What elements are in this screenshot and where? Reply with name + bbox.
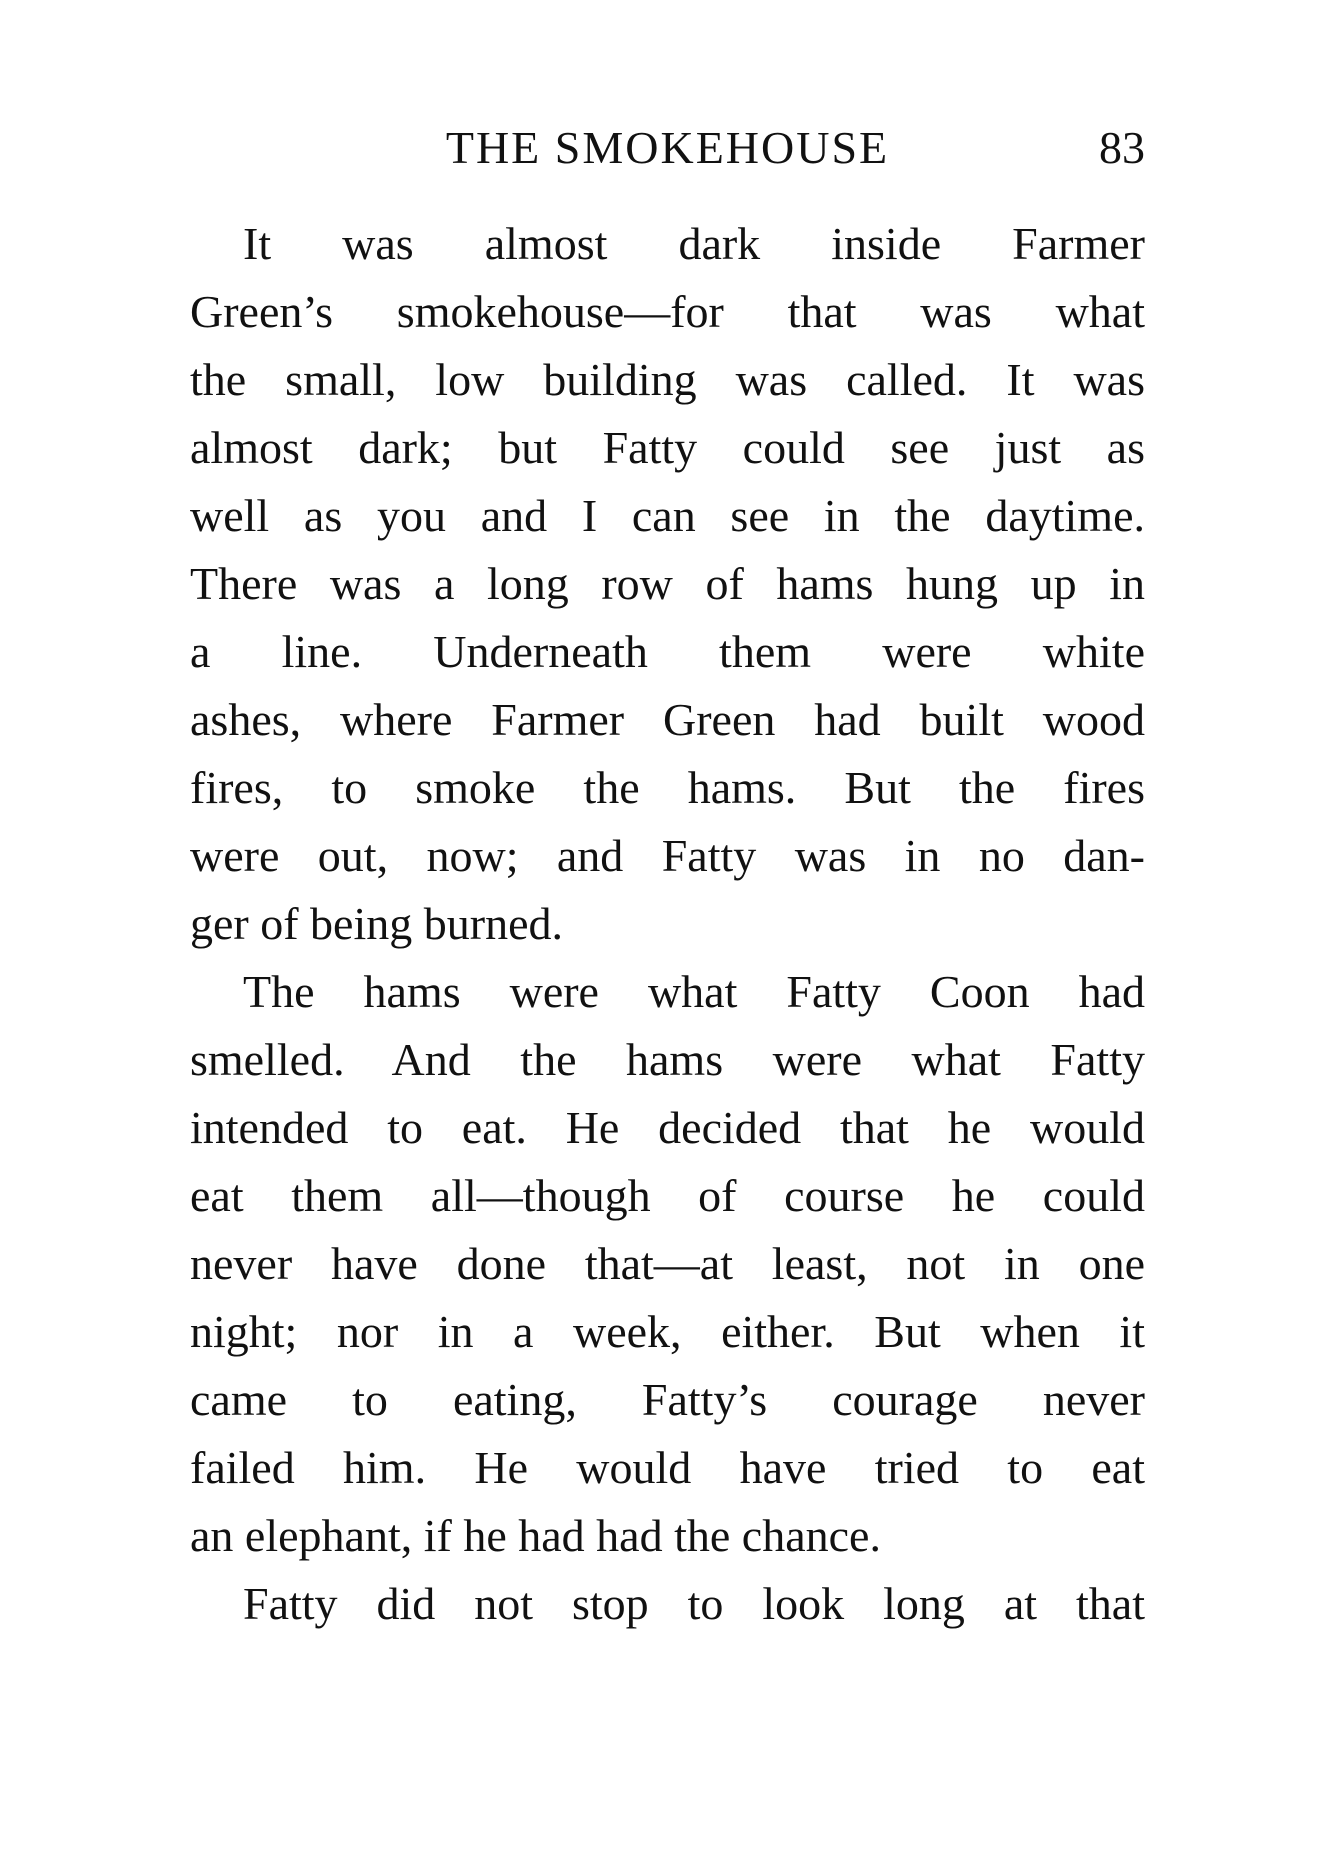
text-line: intended to eat. He decided that he would bbox=[190, 1102, 1145, 1153]
text-line: were out, now; and Fatty was in no dan- bbox=[190, 830, 1145, 881]
text-line: night; nor in a week, either. But when it bbox=[190, 1306, 1145, 1357]
text-line: It was almost dark inside Farmer bbox=[243, 218, 1145, 269]
text-line: ashes, where Farmer Green had built wood bbox=[190, 694, 1145, 745]
running-title: THE SMOKEHOUSE bbox=[445, 122, 890, 173]
text-line: There was a long row of hams hung up in bbox=[190, 558, 1145, 609]
text-line: an elephant, if he had had the chance. bbox=[190, 1510, 881, 1561]
text-line: fires, to smoke the hams. But the fires bbox=[190, 762, 1145, 813]
text-line: ger of being burned. bbox=[190, 898, 563, 949]
text-line: well as you and I can see in the daytime. bbox=[190, 490, 1145, 541]
text-line: came to eating, Fatty’s courage never bbox=[190, 1374, 1145, 1425]
text-line: failed him. He would have tried to eat bbox=[190, 1442, 1145, 1493]
text-line: The hams were what Fatty Coon had bbox=[243, 966, 1145, 1017]
text-line: eat them all—though of course he could bbox=[190, 1170, 1145, 1221]
text-line: almost dark; but Fatty could see just as bbox=[190, 422, 1145, 473]
text-line: Fatty did not stop to look long at that bbox=[243, 1578, 1145, 1629]
body-text bbox=[190, 210, 1145, 1638]
paragraph-3 bbox=[190, 1570, 1145, 1638]
text-line: Green’s smokehouse—for that was what bbox=[190, 286, 1145, 337]
paragraph-2 bbox=[190, 958, 1145, 1570]
paragraph-1 bbox=[190, 210, 1145, 958]
running-head bbox=[190, 118, 1145, 178]
text-line: never have done that—at least, not in one bbox=[190, 1238, 1145, 1289]
text-line: the small, low building was called. It was bbox=[190, 354, 1145, 405]
text-line: smelled. And the hams were what Fatty bbox=[190, 1034, 1145, 1085]
page-number: 83 bbox=[1099, 122, 1145, 173]
text-line: a line. Underneath them were white bbox=[190, 626, 1145, 677]
